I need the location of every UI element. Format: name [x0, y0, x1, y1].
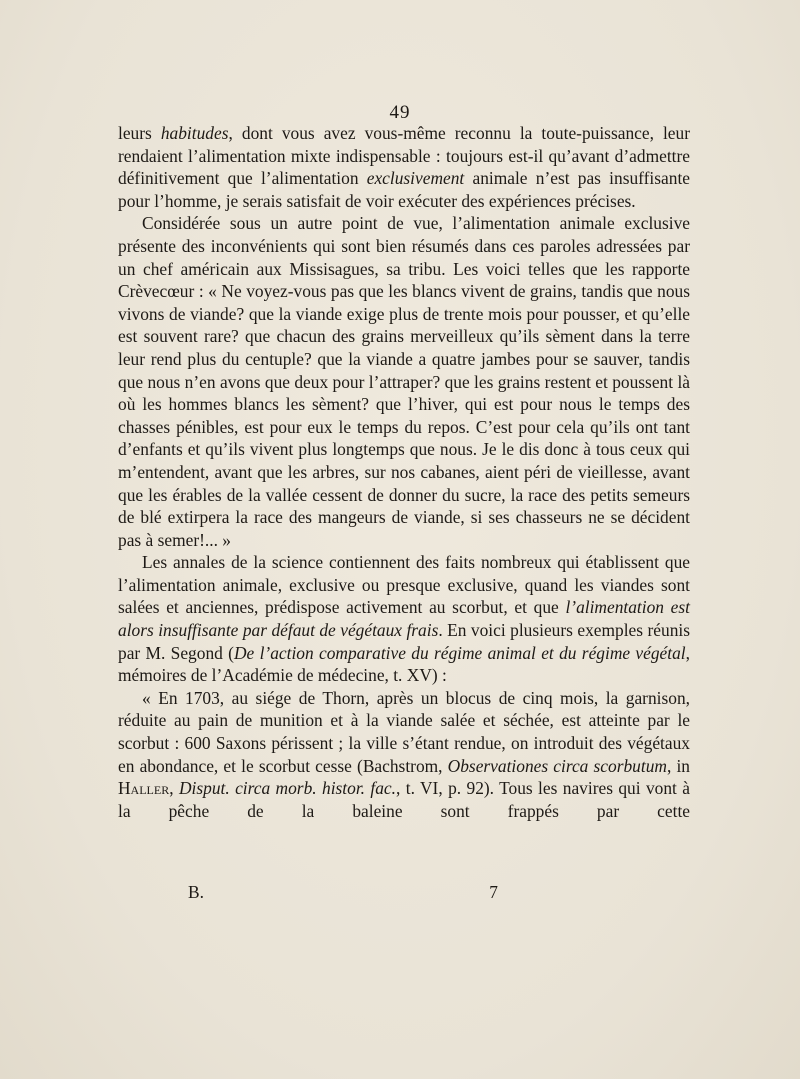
- text-run: Les annales de la science contiennent des faits nombreux qui établissent que l’alimentation animale, exclusive ou presque exclusive, quand les viandes sont salées et anciennes, prédispose activement au scorbut, et que: [118, 552, 690, 618]
- paragraph: [118, 687, 690, 823]
- text-run: , mémoires de l’Académie de médecine, t. XV) :: [118, 642, 690, 686]
- italic-text: Disput. circa morb. histor. fac.: [178, 778, 396, 799]
- text-run: leurs: [118, 123, 161, 143]
- text-run: Considérée sous un autre point de vue, l’alimentation animale exclusive présente des inconvénients qui sont bien résumés dans ces paroles adressées par un chef américain aux Missisagues, sa tribu. Les voici telles que les rapporte Crèvecœur : « Ne voyez-vous pas que les blancs vivent de grains, tandis que nous vivons de viande? que la viande exige plus de trente mois pour pousser, et qu’elle est souvent rare? que chacun des grains merveilleux qu’ils sèment dans la terre leur rend plus du centuple? que la viande a quatre jambes pour se sauver, tandis que nous n’en avons que deux pour l’attraper? que les grains restent et poussent là où les hommes blancs les sèment? que l’hiver, qui est pour nous le temps des chasses pénibles, est pour eux le temps du repos. C’est pour cela qu’ils ont tant d’enfants et qu’ils vivent plus longtemps que nous. Je le dis donc à tous ceux qui m’entendent, avant que les arbres, sur nos cabanes, aient péri de vieillesse, avant que les érables de la vallée cessent de donner du sucre, la race des petits semeurs de blé extirpera la race des mangeurs de viande, si ses chasseurs ne se décident pas à semer!... »: [118, 213, 690, 550]
- paragraph: [118, 122, 690, 212]
- page-number: 49: [389, 102, 411, 123]
- body-text: [118, 122, 690, 822]
- sheet-number: 7: [489, 882, 498, 902]
- italic-text: Observationes circa scorbutum: [447, 755, 667, 776]
- text-run: , in: [666, 755, 690, 776]
- text-run: ,: [169, 778, 179, 799]
- text-run: animale n’est pas insuffisante pour l’homme, je serais satisfait de voir exécuter des expériences précises.: [118, 168, 690, 211]
- author-name: Haller: [118, 778, 170, 799]
- signature-mark: B.: [188, 882, 204, 902]
- paragraph: [118, 551, 690, 687]
- text-run: , dont vous avez vous-même reconnu la toute-puissance, leur rendaient l’alimentation mixte indispensable : toujours est-il qu’avant d’admettre définitivement que l’alimentation: [118, 123, 690, 189]
- text-run: « En 1703, au siége de Thorn, après un blocus de cinq mois, la garnison, réduite au pain de munition et à la viande salée et séchée, est atteinte par le scorbut : 600 Saxons périssent ; la ville s’étant rendue, on introduit des végétaux en abondance, et le scorbut cesse (Bachstrom,: [118, 687, 690, 776]
- paragraph: [118, 212, 690, 551]
- italic-text: l’alimentation est alors insuffisante par défaut de végétaux frais: [118, 597, 690, 641]
- text-run: . En voici plusieurs exemples réunis par M. Segond (: [118, 620, 690, 663]
- italic-text: exclusivement: [366, 168, 465, 189]
- text-run: , t. VI, p. 92). Tous les navires qui vont à la pêche de la baleine sont frappés par cette: [118, 778, 690, 821]
- italic-text: habitudes: [160, 123, 229, 143]
- italic-text: De l’action comparative du régime animal et du régime végétal: [233, 642, 686, 663]
